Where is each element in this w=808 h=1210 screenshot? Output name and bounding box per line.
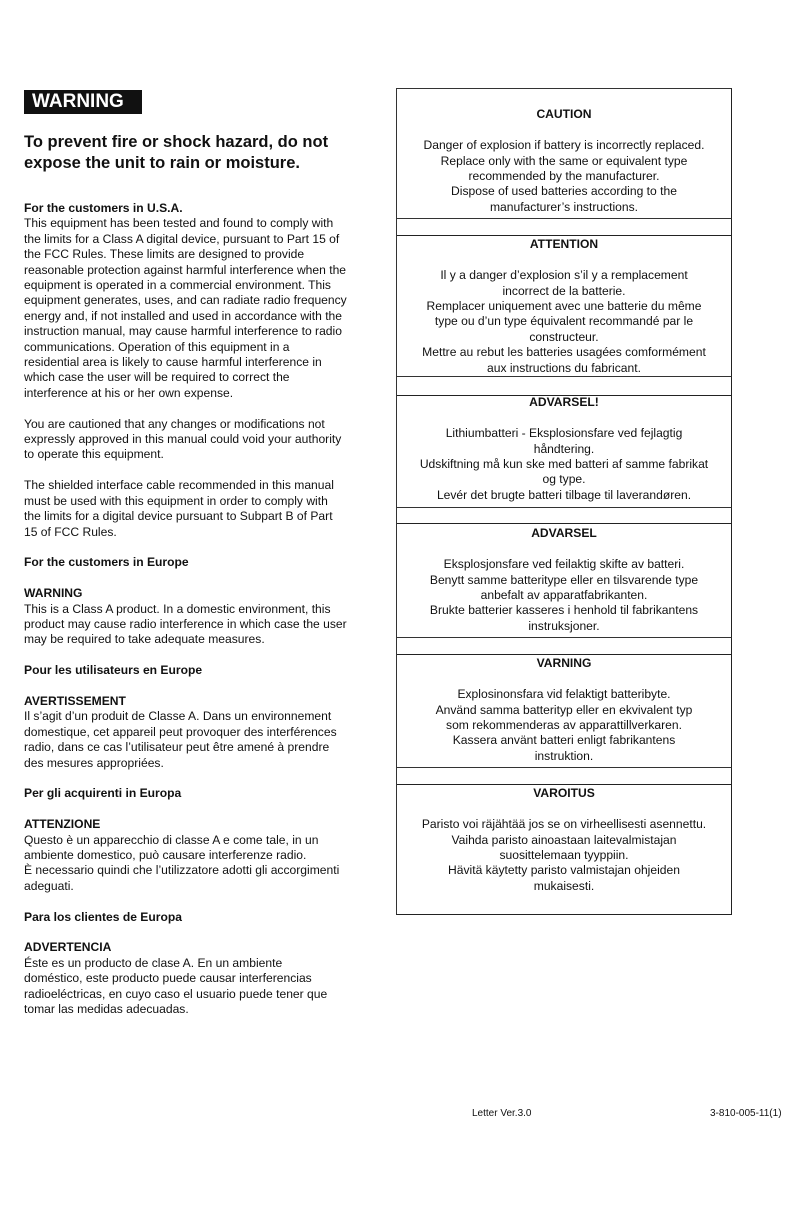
europe-fr-heading: Pour les utilisateurs en Europe — [24, 663, 203, 678]
advarsel-norwegian-box — [396, 507, 732, 655]
europe-en-heading: For the customers in Europe — [24, 555, 189, 570]
left-column — [24, 90, 364, 1033]
usa-heading: For the customers in U.S.A. — [24, 201, 183, 215]
varoitus-body: Paristo voi räjähtää jos se on virheellisesti asennettu. Vaihda paristo ainoastaan laitevalmistajan suosittelemaan tyyppiin. Hävitä käytetty paristo valmistajan ohjeiden mukaisesti. — [421, 817, 707, 893]
varning-body: Explosinonsfara vid felaktigt batteribyte. Använd samma batterityp eller en ekvivalent typ som rekommenderas av apparattillverkaren. Kassera använt batteri enligt fabrikantens instruktion. — [435, 687, 693, 763]
advarsel-danish-title: ADVARSEL! — [529, 395, 599, 410]
europe-it-heading-block — [24, 786, 364, 801]
europe-fr-heading-block — [24, 663, 364, 678]
europe-en-section — [24, 586, 364, 648]
usa-modifications-section — [24, 417, 364, 463]
footer-version: Letter Ver.3.0 — [472, 1108, 532, 1119]
varning-box — [396, 637, 732, 785]
advarsel-danish-body: Lithiumbatteri - Eksplosionsfare ved fejlagtig håndtering. Udskiftning må kun ske med batteri af samme fabrikat og type. Levér det brugte batteri tilbage til laverandøren. — [419, 426, 709, 502]
europe-en-subheading: WARNING — [24, 586, 83, 601]
caution-body: Danger of explosion if battery is incorrectly replaced. Replace only with the same or equivalent type recommended by the manufacturer. Dispose of used batteries according to the manufacturer’s instructions. — [423, 138, 705, 214]
usa-cable-section — [24, 478, 364, 540]
warning-label: WARNING — [24, 90, 142, 114]
usa-modifications-paragraph: You are cautioned that any changes or modifications not expressly approved in this manual could void your authority to operate this equipment. — [24, 416, 342, 462]
europe-es-heading: Para los clientes de Europa — [24, 909, 182, 924]
varoitus-title: VAROITUS — [533, 786, 595, 801]
europe-en-body: This is a Class A product. In a domestic environment, this product may cause radio interference in which case the user may be required to take adequate measures. — [24, 601, 347, 647]
europe-fr-subheading: AVERTISSEMENT — [24, 693, 126, 708]
europe-it-subheading: ATTENZIONE — [24, 817, 101, 832]
advarsel-norwegian-title: ADVARSEL — [531, 526, 597, 541]
europe-en-heading-block — [24, 555, 364, 570]
varoitus-box — [396, 767, 732, 915]
europe-it-heading: Per gli acquirenti in Europa — [24, 786, 182, 801]
usa-fcc-paragraph: This equipment has been tested and found to comply with the limits for a Class A digital device, pursuant to Part 15 of the FCC Rules. These limits are designed to provide reasonable protection against harmful interference when the equipment is operated in a commercial environment. This equipment generates, uses, and can radiate radio frequency energy and, if not installed and used in accordance with the instruction manual, may cause harmful interference to radio communications. Operation of this equipment in a residential area is likely to cause harmful interference in which case the user will be required to correct the interference at his or her own expense. — [24, 216, 347, 400]
europe-it-body: Questo è un apparecchio di classe A e come tale, in un ambiente domestico, può causare interferenze radio. È necessario quindi che l’utilizzatore adotti gli accorgimenti adeguati. — [24, 832, 340, 893]
usa-cable-paragraph: The shielded interface cable recommended in this manual must be used with this equipment in order to comply with the limits for a digital device pursuant to Subpart B of Part 15 of FCC Rules. — [24, 478, 334, 539]
europe-es-subheading: ADVERTENCIA — [24, 940, 112, 955]
advarsel-norwegian-body: Eksplosjonsfare ved feilaktig skifte av batteri. Benytt samme batteritype eller en tilsvarende type anbefalt av apparatfabrikanten. Brukte batterier kasseres i henhold til fabrikantens instruksjoner. — [429, 557, 699, 633]
attention-box — [396, 218, 732, 396]
footer-part-number: 3-810-005-11(1) — [710, 1108, 782, 1119]
europe-es-heading-block — [24, 910, 364, 925]
advarsel-danish-box — [396, 376, 732, 524]
caution-box — [396, 88, 732, 236]
varning-title: VARNING — [536, 656, 592, 671]
europe-es-section — [24, 940, 364, 1017]
caution-title: CAUTION — [536, 107, 592, 122]
fire-shock-headline: To prevent fire or shock hazard, do not expose the unit to rain or moisture. — [24, 133, 329, 172]
usa-section — [24, 201, 364, 401]
europe-fr-section — [24, 694, 364, 771]
attention-title: ATTENTION — [529, 237, 599, 252]
attention-body: Il y a danger d’explosion s’il y a remplacement incorrect de la batterie. Remplacer uniquement avec une batterie du même type ou d’un type équivalent recommandé par le constructeur. Mettre au rebut les batteries usagées comformément aux instructions du fabricant. — [422, 268, 706, 375]
europe-it-section — [24, 817, 364, 894]
europe-fr-body: Il s’agit d’un produit de Classe A. Dans un environnement domestique, cet appareil peut provoquer des interférences radio, dans ce cas l’utilisateur peut être amené à prendre des mesures appropriées. — [24, 709, 337, 770]
europe-es-body: Éste es un producto de clase A. En un ambiente doméstico, este producto puede causar interferencias radioeléctricas, en cuyo caso el usuario puede tener que tomar las medidas adecuadas. — [24, 955, 328, 1016]
